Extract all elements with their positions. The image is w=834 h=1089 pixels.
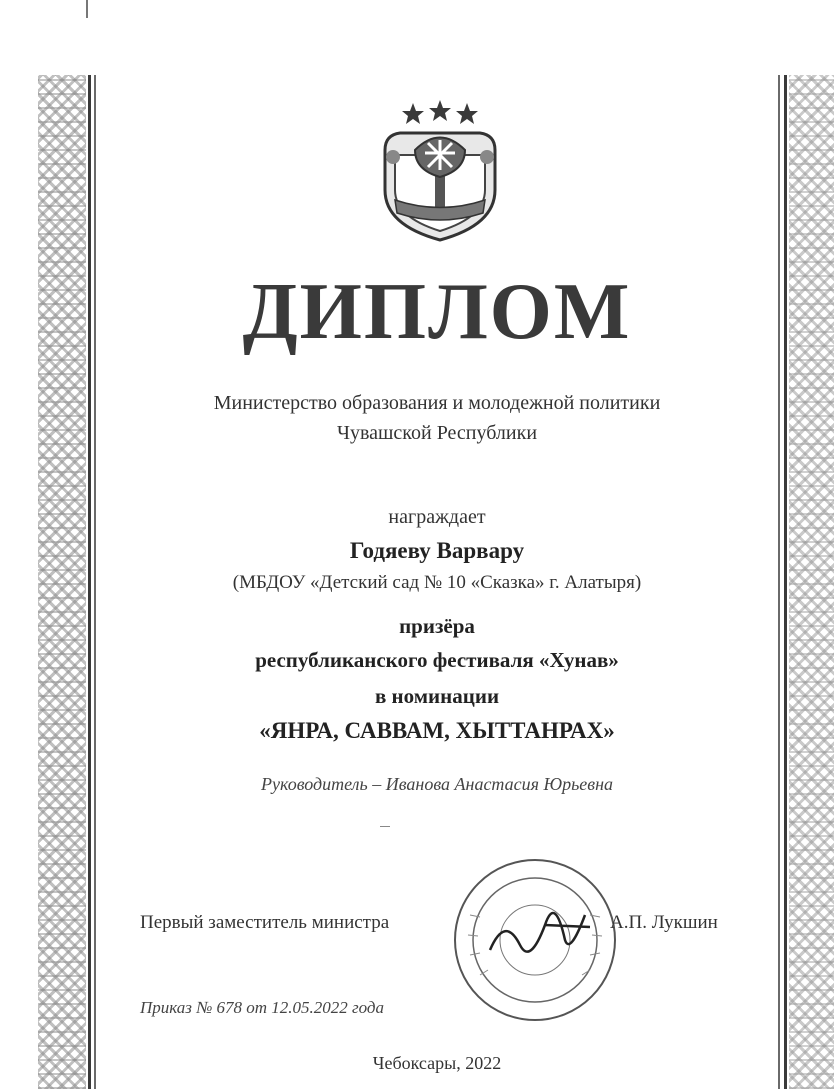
nomination-label: в номинации [374,684,500,708]
order-reference: Приказ № 678 от 12.05.2022 года [140,998,385,1017]
left-ornament-border [38,75,86,1089]
issuing-ministry [96,388,778,448]
diploma-title: ДИПЛОМ [242,268,632,356]
signer-name: А.П. Лукшин [610,912,718,933]
right-border-rule-inner [778,75,780,1089]
official-seal-stamp [450,855,620,1025]
chuvash-coat-of-arms-icon [365,95,515,245]
recipient-name: Годяеву Варвару [349,538,525,563]
divider-dash [380,826,390,827]
recipient-organization: (МБДОУ «Детский сад № 10 «Сказка» г. Алатыря) [232,572,642,593]
right-border-rule [784,75,787,1089]
festival-name: республиканского фестиваля «Хунав» [255,648,619,672]
signer-position: Первый заместитель министра [140,912,390,933]
handwritten-signature [490,913,590,952]
right-ornament-border [789,75,834,1089]
ministry-line-2: Чувашской Республики [336,422,538,444]
prize-level: призёра [399,614,475,638]
awards-label: награждает [388,506,486,528]
top-edge-mark [86,0,88,18]
left-border-rule [88,75,91,1089]
leader-line: Руководитель – Иванова Анастасия Юрьевна [260,774,614,794]
city-year: Чебоксары, 2022 [372,1053,502,1073]
nomination-title: «ЯНРА, САВВАМ, ХЫТТАНРАХ» [259,718,615,743]
ministry-line-1: Министерство образования и молодежной политики [213,392,661,414]
